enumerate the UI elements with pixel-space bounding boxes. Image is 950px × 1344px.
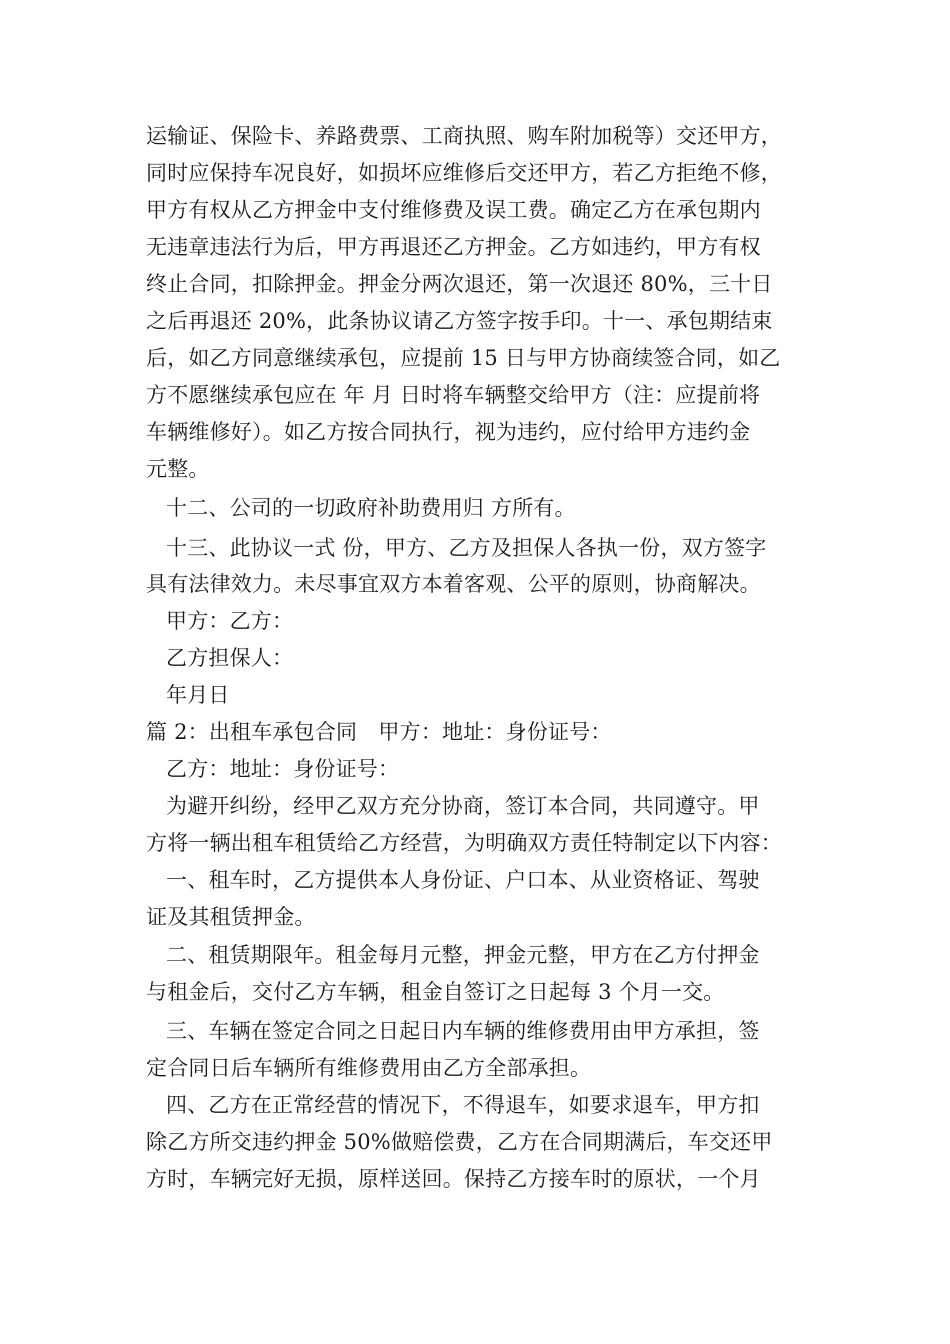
- text-line: 甲方有权从乙方押金中支付维修费及误工费。确定乙方在承包期内: [146, 198, 761, 222]
- text-line: 无违章违法行为后，甲方再退还乙方押金。乙方如违约，甲方有权: [146, 235, 761, 259]
- signature-parties: 甲方：乙方：: [166, 609, 294, 633]
- text-line: 元整。: [146, 457, 210, 481]
- section-heading: 篇 2：出租车承包合同 甲方：地址：身份证号：: [146, 720, 612, 744]
- text-line: 与租金后，交付乙方车辆，租金自签订之日起每 3 个月一交。: [146, 980, 725, 1004]
- party-b-info: 乙方：地址：身份证号：: [166, 757, 400, 781]
- signature-date: 年月日: [166, 683, 230, 707]
- clause-3: 三、车辆在签定合同之日起日内车辆的维修费用由甲方承担，签: [166, 1019, 760, 1043]
- text-line: 除乙方所交违约押金 50%做赔偿费，乙方在合同期满后，车交还甲: [146, 1130, 773, 1154]
- text-line: 后，如乙方同意继续承包，应提前 15 日与甲方协商续签合同，如乙: [146, 346, 781, 370]
- text-line: 证及其租赁押金。: [146, 905, 316, 929]
- paragraph-13: 十三、此协议一式 份，甲方、乙方及担保人各执一份，双方签字: [166, 536, 767, 560]
- text-line: 同时应保持车况良好，如损坏应维修后交还甲方，若乙方拒绝不修，: [146, 161, 782, 185]
- text-line: 运输证、保险卡、养路费票、工商执照、购车附加税等）交还甲方，: [146, 124, 782, 148]
- text-line: 定合同日后车辆所有维修费用由乙方全部承担。: [146, 1056, 592, 1080]
- text-line: 具有法律效力。未尽事宜双方本着客观、公平的原则，协商解决。: [146, 572, 761, 596]
- text-line: 方将一辆出租车租赁给乙方经营，为明确双方责任特制定以下内容：: [146, 831, 782, 855]
- clause-1: 一、租车时，乙方提供本人身份证、户口本、从业资格证、驾驶: [166, 868, 760, 892]
- clause-2: 二、租赁期限年。租金每月元整，押金元整，甲方在乙方付押金: [166, 943, 760, 967]
- text-line: 终止合同，扣除押金。押金分两次退还，第一次退还 80%，三十日: [146, 272, 773, 296]
- clause-4: 四、乙方在正常经营的情况下，不得退车，如要求退车，甲方扣: [166, 1093, 760, 1117]
- paragraph-12: 十二、公司的一切政府补助费用归 方所有。: [166, 496, 576, 520]
- text-line: 车辆维修好）。如乙方按合同执行，视为违约，应付给甲方违约金: [146, 420, 751, 444]
- text-line: 方不愿继续承包应在 年 月 日时将车辆整交给甲方（注：应提前将: [146, 383, 761, 407]
- preamble-paragraph: 为避开纠纷，经甲乙双方充分协商，签订本合同，共同遵守。甲: [166, 794, 760, 818]
- text-line: 方时，车辆完好无损，原样送回。保持乙方接车时的原状，一个月: [146, 1167, 761, 1191]
- text-line: 之后再退还 20%，此条协议请乙方签字按手印。十一、承包期结束: [146, 309, 773, 333]
- signature-guarantor: 乙方担保人：: [166, 646, 294, 670]
